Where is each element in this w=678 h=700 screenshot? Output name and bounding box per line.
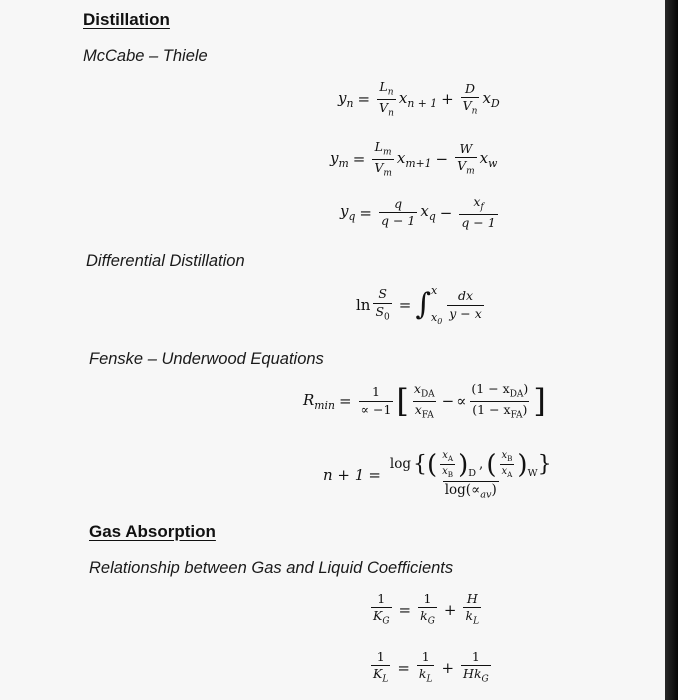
equation-fenske: n + 1 = log { ( $\frac{x_A}{x_B}$ ) $_D$ , ( $\frac{x_B}{x_A}$ ) $_W$ } $\log(\propto_{av})$ — [323, 449, 552, 501]
subheading-gas-liquid-relationship: Relationship between Gas and Liquid Coefficients — [89, 559, 454, 577]
page-edge-shadow — [665, 0, 678, 700]
section-heading-distillation: Distillation — [83, 10, 170, 29]
equation-rayleigh: ln $\frac{S}{S_0}$ = ∫ x $x_0$ $\frac{dx}{y - x}$ — [356, 284, 482, 326]
subheading-differential-distillation: Differential Distillation — [86, 252, 245, 270]
equation-overall-gas-coefficient: $\frac{1}{K_G}$ = $\frac{1}{k_G}$ + $\frac{H}{k_L}$ — [373, 591, 480, 627]
equation-minimum-reflux: $R_{min}$ = $\frac{1}{\propto -1}$ [ $\frac{x_{DA}}{x_{FA}}$ − ∝ $\frac{(1 - x_{DA})}{(1 - x_{FA})}$ ] — [303, 381, 546, 421]
equation-overall-liquid-coefficient: $\frac{1}{K_L}$ = $\frac{1}{k_L}$ + $\frac{1}{Hk_G}$ — [373, 649, 489, 685]
subheading-mccabe-thiele: McCabe – Thiele — [83, 47, 208, 65]
section-heading-gas-absorption: Gas Absorption — [89, 522, 216, 541]
subheading-fenske-underwood: Fenske – Underwood Equations — [89, 350, 324, 368]
equation-rectifying-line: $y_n$ = $\frac{L_n}{V_n}$ $x_{n + 1}$ + $\frac{D}{V_n}$ $x_D$ — [338, 79, 500, 119]
equation-q-line: $y_q$ = $\frac{q}{q - 1}$ $x_q$ − $\frac{x_f}{q - 1}$ — [340, 194, 496, 230]
equation-stripping-line: $y_m$ = $\frac{L_m}{V_m}$ $x_{m+1}$ − $\frac{W}{V_m}$ $x_w$ — [330, 139, 498, 179]
